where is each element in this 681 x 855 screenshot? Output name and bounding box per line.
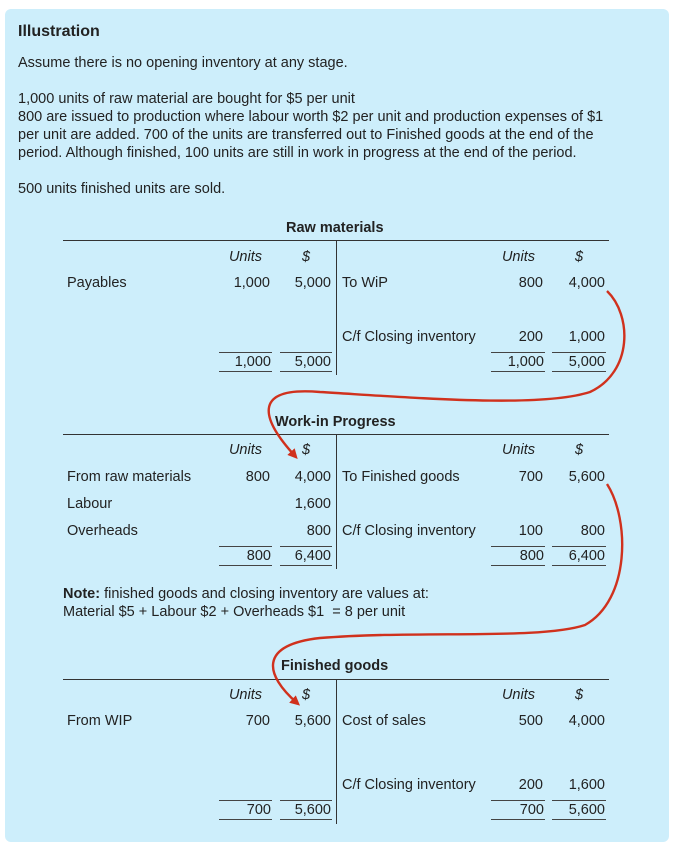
raw-materials-value-header-right: $	[575, 249, 584, 265]
wip-debit-units: 800	[245, 469, 270, 485]
wip-value-header-right: $	[575, 442, 584, 458]
note-body: finished goods and closing inventory are values at:	[100, 586, 429, 602]
finished-goods-credit-total-units: 700	[491, 800, 545, 820]
raw-materials-debit-label: Payables	[67, 275, 127, 291]
wip-credit-label: C/f Closing inventory	[342, 523, 476, 539]
finished-goods-debit-units: 700	[245, 713, 270, 729]
wip-debit-label: Overheads	[67, 523, 138, 539]
note-label: Note:	[63, 586, 101, 602]
finished-goods-credit-total-value: 5,600	[552, 800, 606, 820]
wip-debit-value: 1,600	[294, 496, 331, 512]
raw-materials-credit-label: To WiP	[342, 275, 388, 291]
finished-goods-value-header-right: $	[575, 687, 584, 703]
finished-goods-value-header-left: $	[302, 687, 311, 703]
raw-materials-value-header-left: $	[302, 249, 311, 265]
wip-value-header-left: $	[302, 442, 311, 458]
wip-units-header-right: Units	[501, 442, 535, 458]
finished-goods-debit-label: From WIP	[67, 713, 133, 729]
wip-debit-label: Labour	[67, 496, 113, 512]
finished-goods-units-header-right: Units	[501, 687, 535, 703]
raw-materials-credit-total-value: 5,000	[552, 352, 606, 372]
finished-goods-debit-total-units: 700	[219, 800, 272, 820]
raw-materials-units-header-left: Units	[228, 249, 262, 265]
wip-debit-label: From raw materials	[67, 469, 192, 485]
wip-credit-label: To Finished goods	[342, 469, 460, 485]
wip-debit-value: 800	[306, 523, 331, 539]
raw-materials-debit-units: 1,000	[233, 275, 270, 291]
finished-goods-credit-value: 1,600	[568, 777, 605, 793]
wip-debit-total-units: 800	[219, 546, 272, 566]
finished-goods-debit-value: 5,600	[294, 713, 331, 729]
finished-goods-credit-label: C/f Closing inventory	[342, 777, 476, 793]
scenario-line-2: 800 are issued to production where labour worth $2 per unit and production expenses of $1	[18, 109, 604, 125]
wip-credit-units: 100	[518, 523, 543, 539]
wip-credit-value: 800	[580, 523, 605, 539]
finished-goods-credit-units: 200	[518, 777, 543, 793]
arrow-wip-to-fg	[273, 484, 622, 703]
finished-goods-credit-label: Cost of sales	[342, 713, 426, 729]
scenario-line-1: 1,000 units of raw material are bought for $5 per unit	[18, 91, 355, 107]
raw-materials-credit-units: 800	[518, 275, 543, 291]
raw-materials-credit-total-units: 1,000	[491, 352, 545, 372]
illustration-title: Illustration	[18, 23, 100, 40]
raw-materials-debit-value: 5,000	[294, 275, 331, 291]
raw-materials-credit-value: 4,000	[568, 275, 605, 291]
finished-goods-debit-total-value: 5,600	[280, 800, 332, 820]
raw-materials-debit-total-value: 5,000	[280, 352, 332, 372]
wip-debit-total-value: 6,400	[280, 546, 332, 566]
finished-goods-credit-value: 4,000	[568, 713, 605, 729]
wip-credit-total-value: 6,400	[552, 546, 606, 566]
raw-materials-title: Raw materials	[286, 220, 384, 236]
wip-credit-total-units: 800	[491, 546, 545, 566]
raw-materials-debit-total-units: 1,000	[219, 352, 272, 372]
finished-goods-units-header-left: Units	[228, 687, 262, 703]
raw-materials-units-header-right: Units	[501, 249, 535, 265]
assumption-text: Assume there is no opening inventory at any stage.	[18, 55, 348, 71]
finished-goods-title: Finished goods	[281, 658, 389, 674]
sold-text: 500 units finished units are sold.	[18, 181, 226, 197]
scenario-line-3: per unit are added. 700 of the units are transferred out to Finished goods at the end of the	[18, 127, 594, 143]
raw-materials-credit-label: C/f Closing inventory	[342, 329, 476, 345]
note-formula: Material $5 + Labour $2 + Overheads $1 = 8 per unit	[63, 604, 406, 620]
raw-materials-credit-value: 1,000	[568, 329, 605, 345]
wip-credit-value: 5,600	[568, 469, 605, 485]
raw-materials-credit-units: 200	[518, 329, 543, 345]
scenario-line-4: period. Although finished, 100 units are still in work in progress at the end of the period.	[18, 145, 577, 161]
arrow-rm-to-wip	[269, 291, 625, 456]
wip-title: Work-in Progress	[275, 414, 396, 430]
finished-goods-credit-units: 500	[518, 713, 543, 729]
wip-credit-units: 700	[518, 469, 543, 485]
wip-debit-value: 4,000	[294, 469, 331, 485]
wip-units-header-left: Units	[228, 442, 262, 458]
